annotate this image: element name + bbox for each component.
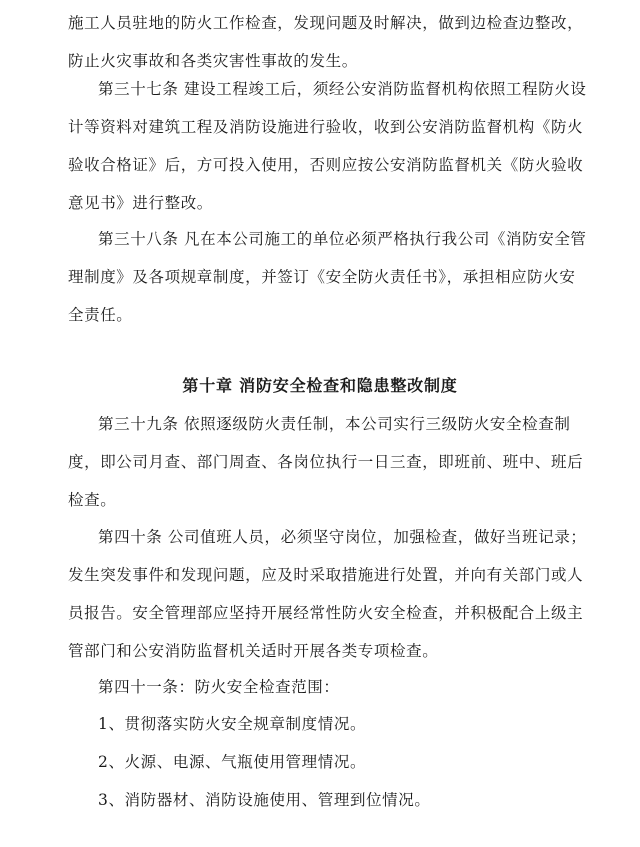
text-line: 意见书》进行整改。: [68, 194, 213, 212]
text-line: 管部门和公安消防监督机关适时开展各类专项检查。: [68, 642, 439, 660]
list-item: 3、消防器材、消防设施使用、管理到位情况。: [98, 791, 431, 809]
text-line: 发生突发事件和发现问题，应及时采取措施进行处置，并向有关部门或人: [68, 566, 584, 584]
paragraph-continuation: [68, 4, 584, 80]
chapter-heading: 第十章 消防安全检查和隐患整改制度: [182, 376, 458, 395]
article-40: [68, 518, 587, 670]
text-line: 第四十一条：防火安全检查范围：: [98, 678, 340, 696]
text-line: 施工人员驻地的防火工作检查，发现问题及时解决，做到边检查边整改，: [68, 14, 584, 32]
list-item: 1、贯彻落实防火安全规章制度情况。: [98, 715, 367, 733]
text-line: 第四十条 公司值班人员，必须坚守岗位，加强检查，做好当班记录；: [98, 528, 587, 546]
text-line: 计等资料对建筑工程及消防设施进行验收，收到公安消防监督机构《防火: [68, 118, 584, 136]
article-38: [68, 220, 587, 334]
article-39: [68, 405, 584, 519]
text-line: 第三十九条 依照逐级防火责任制，本公司实行三级防火安全检查制: [98, 415, 571, 433]
text-line: 防止火灾事故和各类灾害性事故的发生。: [68, 52, 358, 70]
article-41: [68, 668, 568, 706]
list-item: 2、火源、电源、气瓶使用管理情况。: [98, 753, 367, 771]
inspection-scope-list: [68, 705, 568, 819]
text-line: 员报告。安全管理部应坚持开展经常性防火安全检查，并积极配合上级主: [68, 604, 584, 622]
text-line: 度，即公司月查、部门周查、各岗位执行一日三查，即班前、班中、班后: [68, 453, 584, 471]
text-line: 第三十七条 建设工程竣工后，须经公安消防监督机构依照工程防火设: [98, 80, 587, 98]
text-line: 检查。: [68, 491, 117, 509]
text-line: 验收合格证》后，方可投入使用，否则应按公安消防监督机关《防火验收: [68, 156, 584, 174]
text-line: 理制度》及各项规章制度，并签订《安全防火责任书》，承担相应防火安: [68, 268, 576, 286]
text-line: 第三十八条 凡在本公司施工的单位必须严格执行我公司《消防安全管: [98, 230, 587, 248]
article-37: [68, 70, 587, 222]
text-line: 全责任。: [68, 306, 133, 324]
